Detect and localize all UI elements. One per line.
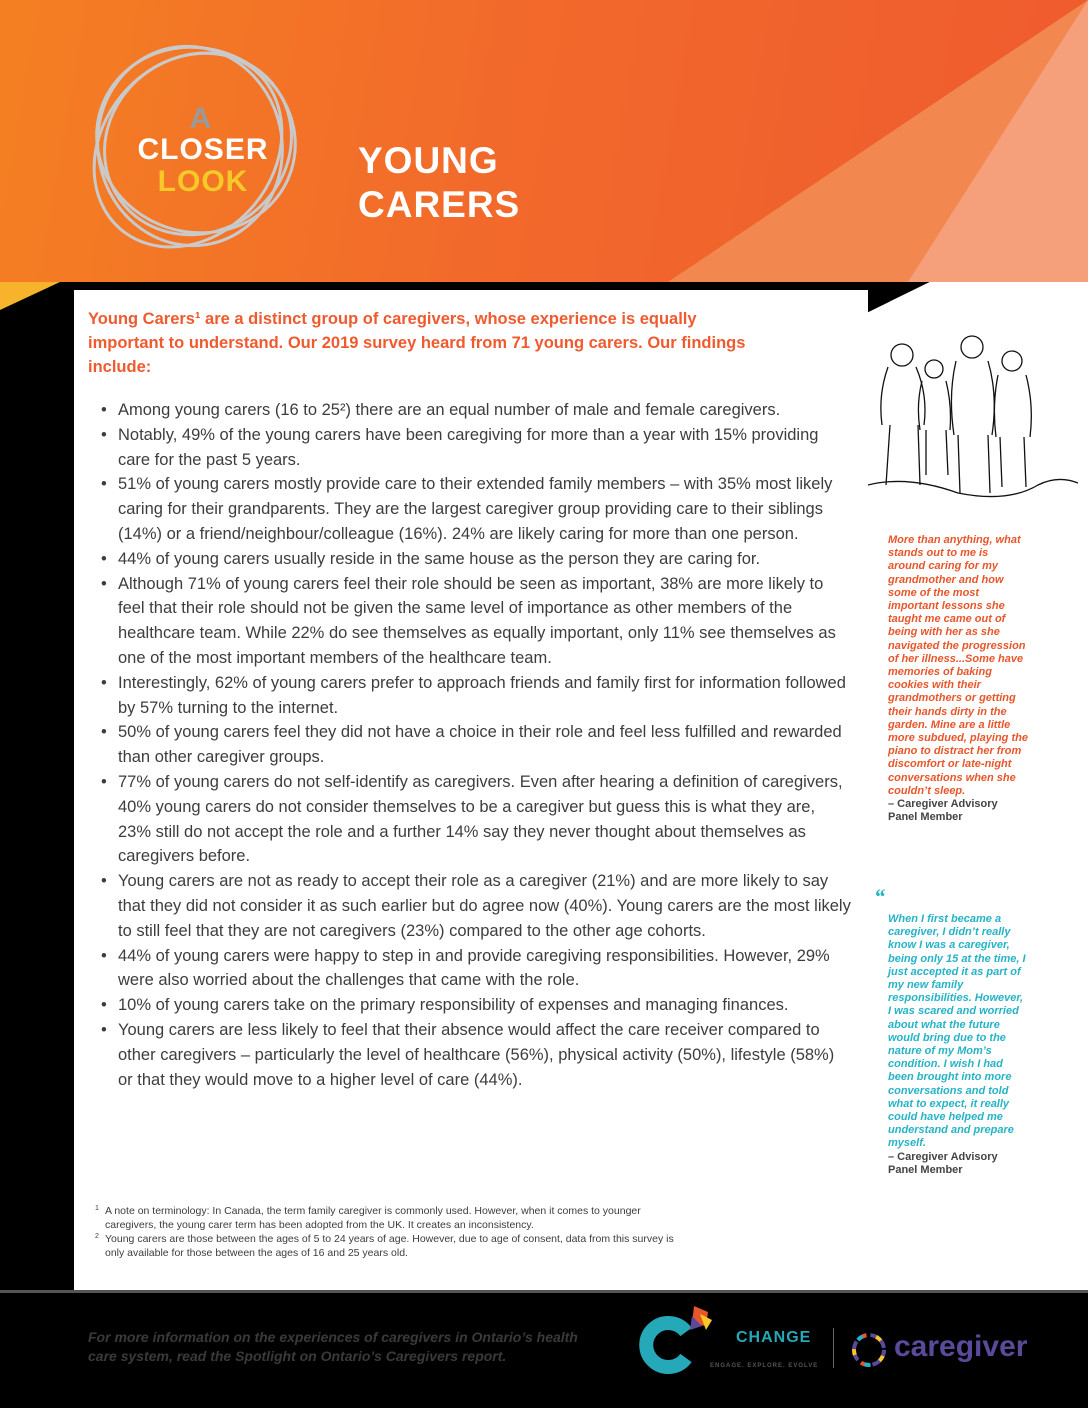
list-item: • 77% of young carers do not self-identify as caregivers. Even after hearing a definition of caregivers, 40% young carers do not consider themselves to be a caregiver but guess this is what they are, 23% still do not accept the role and a further 14% say they never thought about themselves as caregivers before. [101, 770, 851, 869]
list-item: • 10% of young carers take on the primary responsibility of expenses and managing finances. [101, 993, 851, 1018]
logo-divider [833, 1328, 834, 1368]
footnotes [95, 1204, 675, 1260]
footer-note: For more information on the experiences of caregivers in Ontario’s health care system, read the Spotlight on Ontario’s Caregivers report. [88, 1329, 578, 1364]
list-item: • 51% of young carers mostly provide care to their extended family members – with 35% most likely caring for their grandparents. They are the largest caregiver group providing care to their siblings (14%) or a friend/neighbour/colleague (16%). 24% are likely caring for more than one person. [101, 472, 851, 546]
caregiver-logo-icon [847, 1330, 891, 1370]
page-title-line-2: CARERS [358, 184, 521, 225]
list-item: • Although 71% of young carers feel their role should be seen as important, 38% are more likely to feel that their role should not be given the same level of importance as other members of the healthcare team. While 22% do see themselves as equally important, only 11% see themselves as one of the most important members of the healthcare team. [101, 572, 851, 671]
family-line-art-illustration [868, 325, 1078, 505]
list-item: • 44% of young carers were happy to step in and provide caregiving responsibilities. However, 29% were also worried about the challenges that came with the role. [101, 944, 851, 994]
quote-attribution: – Caregiver Advisory Panel Member [888, 798, 998, 824]
footnote-mark: 1 [95, 1205, 99, 1212]
list-item: • Young carers are not as ready to accept their role as a caregiver (21%) and are more likely to say that they did not consider it as such earlier but do agree now (40%). Young carers are the most likely to still feel that they are not caregivers (23%) compared to the other age cohorts. [101, 869, 851, 943]
change-tagline: ENGAGE. EXPLORE. EVOLVE [710, 1363, 819, 1369]
quote-mark-icon: “ [874, 884, 885, 909]
intro-paragraph: Young Carers¹ are a distinct group of caregivers, whose experience is equally important to understand. Our 2019 survey heard from 71 young carers. Our findings include: [88, 310, 746, 376]
badge-look-text: LOOK [157, 165, 249, 198]
badge-a-text: A [189, 102, 213, 135]
change-logo-icon [636, 1300, 716, 1380]
caregiver-logo-text: caregiver [894, 1330, 1028, 1363]
caregiver-quote-2 [888, 913, 1028, 1177]
footnote-text: Young carers are those between the ages of 5 to 24 years of age. However, due to age of consent, data from this survey is only available for those between the ages of 16 and 25 years old. [105, 1233, 674, 1259]
page-title-line-1: YOUNG [358, 140, 499, 181]
quote-text: More than anything, what stands out to me is around caring for my grandmother and how some of the most important lessons she taught me came out of being with her as she navigated the progression of her illness...Some have memories of baking cookies with their grandmothers or getting their hands dirty in the garden. Mine are a little more subdued, playing the piano to distract her from discomfort or late-night conversations when she couldn’t sleep. [888, 534, 1028, 797]
header-banner [0, 0, 1088, 282]
footnote-1 [95, 1204, 675, 1232]
badge-closer-text: CLOSER [137, 133, 269, 166]
quote-text: When I first became a caregiver, I didn’t really know I was a caregiver, being only 15 at the time, I just accepted it as part of my new family responsibilities. However, I was scared and worried about what the future would bring due to the nature of my Mom’s condition. I wish I had been brought into more conversations and told what to expect, it really could have helped me understand and prepare myself. [888, 913, 1026, 1150]
footnote-text: A note on terminology: In Canada, the term family caregiver is commonly used. However, when it comes to younger caregivers, the young carer term has been adopted from the UK. It creates an inconsistency. [105, 1205, 641, 1231]
footnote-mark: 2 [95, 1233, 99, 1240]
findings-list [101, 398, 851, 1092]
caregiver-quote-1 [888, 534, 1028, 824]
list-item: • Young carers are less likely to feel that their absence would affect the care receiver compared to other caregivers – particularly the level of healthcare (56%), physical activity (50%), lifestyle (58%) or that they would move to a higher level of care (44%). [101, 1018, 851, 1092]
list-item: • Among young carers (16 to 25²) there are an equal number of male and female caregivers. [101, 398, 851, 423]
quote-attribution: – Caregiver Advisory Panel Member [888, 1150, 998, 1176]
footer-divider [0, 1290, 1088, 1293]
yellow-corner-accent [0, 282, 60, 310]
footnote-2 [95, 1232, 675, 1260]
list-item: • Notably, 49% of the young carers have been caregiving for more than a year with 15% providing care for the past 5 years. [101, 423, 851, 473]
change-logo-text: CHANGE [736, 1329, 812, 1346]
list-item: • Interestingly, 62% of young carers prefer to approach friends and family first for information followed by 57% turning to the internet. [101, 671, 851, 721]
list-item: • 44% of young carers usually reside in the same house as the person they are caring for. [101, 547, 851, 572]
list-item: • 50% of young carers feel they did not have a choice in their role and feel less fulfilled and rewarded than other caregiver groups. [101, 720, 851, 770]
